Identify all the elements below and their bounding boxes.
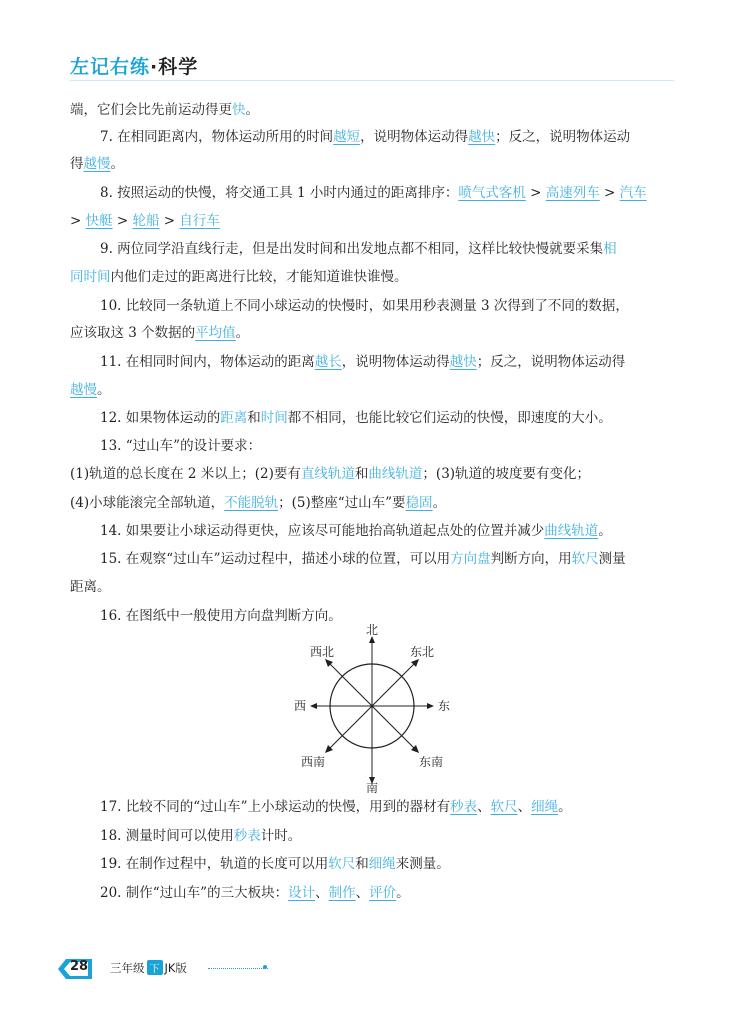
text-line (100, 884, 410, 902)
footer-end-dot (263, 965, 267, 969)
body-text: 、 (517, 799, 532, 815)
answer-text: 软尺 (571, 551, 599, 567)
text-line (100, 128, 630, 146)
body-text: 。 (97, 382, 111, 398)
body-text: 。 (245, 102, 259, 118)
text-line (100, 827, 301, 845)
answer-underlined: 评价 (369, 885, 397, 901)
body-text: 内他们走过的距离进行比较，才能知道谁快谁慢。 (110, 269, 408, 285)
west-arrow-icon (310, 703, 317, 709)
answer-underlined: 越长 (314, 354, 342, 370)
body-text: 和 (355, 856, 369, 872)
footer-volume-badge: 下 (147, 960, 163, 975)
answer-text: 相 (603, 241, 617, 257)
body-text: 10. 比较同一条轨道上不同小球运动的快慢时，如果用秒表测量 3 次得到了不同的数据， (100, 298, 629, 314)
label-southwest: 西南 (300, 755, 325, 769)
answer-underlined: 细绳 (531, 799, 559, 815)
body-text: > (599, 185, 620, 201)
body-text: 8. 按照运动的快慢，将交通工具 1 小时内通过的距离排序： (100, 185, 459, 201)
body-text: 距离。 (70, 579, 111, 595)
text-line (100, 522, 612, 540)
body-text: 。 (558, 799, 572, 815)
body-text: 和 (354, 466, 369, 482)
body-text: 。 (598, 523, 612, 539)
text-line (70, 101, 259, 119)
body-text: ；(5)整座“过山车”要 (278, 495, 406, 511)
body-text: 11. 在相同时间内，物体运动的距离 (100, 354, 315, 370)
body-text: > (70, 213, 86, 229)
answer-text: 细绳 (368, 856, 396, 872)
page-footer (58, 956, 278, 982)
body-text: 17. 比较不同的“过山车”上小球运动的快慢，用到的器材有 (100, 799, 451, 815)
text-line (100, 184, 647, 202)
answer-underlined: 曲线轨道 (544, 523, 599, 539)
answer-underlined: 越快 (449, 354, 477, 370)
answer-text: 软尺 (328, 856, 356, 872)
body-text: 19. 在制作过程中，轨道的长度可以用 (100, 856, 329, 872)
body-text: ；反之，说明物体运动 (495, 129, 631, 145)
answer-text: 时间 (260, 410, 288, 426)
answer-text: 曲线轨道 (368, 466, 423, 482)
text-line (100, 607, 342, 625)
answer-text: 秒表 (233, 828, 261, 844)
page-number: 28 (70, 959, 89, 974)
text-line (100, 550, 626, 568)
text-line (100, 353, 625, 371)
body-text: 都不相同，也能比较它们运动的快慢，即速度的大小。 (287, 410, 612, 426)
text-line (70, 155, 124, 173)
body-text: 9. 两位同学沿直线行走，但是出发时间和出发地点都不相同，这样比较快慢就要采集 (100, 241, 604, 257)
body-text: (1)轨道的总长度在 2 米以上；(2)要有 (70, 466, 301, 482)
body-text: 12. 如果物体运动的 (100, 410, 221, 426)
label-southeast: 东南 (419, 755, 444, 769)
body-text: 应该取这 3 个数据的 (70, 325, 196, 341)
answer-underlined: 不能脱轨 (224, 495, 279, 511)
body-text: ，说明物体运动得 (360, 129, 469, 145)
text-line (70, 381, 111, 399)
body-text: 。 (396, 885, 410, 901)
footer-grade-info (110, 960, 187, 976)
text-line (100, 240, 617, 258)
body-text: 16. 在图纸中一般使用方向盘判断方向。 (100, 608, 342, 624)
answer-underlined: 越慢 (83, 156, 111, 172)
answer-text: 距离 (220, 410, 248, 426)
answer-underlined: 高速列车 (545, 185, 600, 201)
body-text: 。 (235, 325, 250, 341)
text-line (70, 465, 590, 483)
body-text: ；(3)轨道的坡度要有变化； (422, 466, 591, 482)
label-west: 西 (293, 699, 306, 713)
answer-underlined: 设计 (288, 885, 316, 901)
footer-grade: 三年级 (110, 961, 145, 975)
answer-underlined: 快艇 (85, 213, 113, 229)
compass-diagram (292, 624, 452, 794)
body-text: (4)小球能滚完全部轨道， (70, 495, 225, 511)
answer-text: 快 (232, 102, 246, 118)
answer-underlined: 喷气式客机 (458, 185, 526, 201)
header-separator: · (150, 56, 159, 78)
answer-underlined: 制作 (328, 885, 356, 901)
text-line (70, 324, 249, 342)
answer-underlined: 越慢 (70, 382, 97, 398)
body-text: 测量 (598, 551, 626, 567)
body-text: 、 (477, 799, 491, 815)
text-line (70, 578, 111, 596)
answer-text: 直线轨道 (300, 466, 355, 482)
text-line (100, 437, 261, 455)
text-line (70, 494, 446, 512)
body-text: 端，它们会比先前运动得更 (70, 102, 232, 118)
body-text: ；反之，说明物体运动得 (476, 354, 626, 370)
label-south: 南 (365, 781, 379, 794)
body-text: 14. 如果要让小球运动得更快，应该尽可能地抬高轨道起点处的位置并减少 (100, 523, 545, 539)
brand-title: 左记右练 (70, 56, 151, 78)
answer-underlined: 软尺 (490, 799, 518, 815)
answer-underlined: 平均值 (195, 325, 236, 341)
text-line (100, 855, 450, 873)
body-text: 得 (70, 156, 84, 172)
body-text: 15. 在观察“过山车”运动过程中，描述小球的位置，可以用 (100, 551, 451, 567)
text-line (70, 268, 408, 286)
body-text: 。 (432, 495, 447, 511)
subject-title: 科学 (158, 56, 199, 78)
body-text: 、 (315, 885, 329, 901)
label-east: 东 (438, 699, 451, 713)
text-line (70, 212, 220, 230)
body-text: 判断方向，用 (490, 551, 572, 567)
east-arrow-icon (427, 703, 434, 709)
answer-underlined: 轮船 (132, 213, 160, 229)
body-text: 、 (355, 885, 370, 901)
book-header (70, 52, 198, 79)
text-line (100, 798, 572, 816)
answer-underlined: 自行车 (179, 213, 220, 229)
body-text: 。 (110, 156, 124, 172)
body-text: 13. “过山车”的设计要求： (100, 438, 262, 454)
text-line (100, 297, 629, 315)
body-text: 20. 制作“过山车”的三大板块： (100, 885, 289, 901)
answer-text: 同时间 (70, 269, 111, 285)
body-text: ，说明物体运动得 (341, 354, 450, 370)
answer-underlined: 秒表 (450, 799, 478, 815)
answer-underlined: 越快 (468, 129, 496, 145)
body-text: > (112, 213, 133, 229)
footer-edition: JK版 (164, 961, 187, 975)
label-northwest: 西北 (309, 645, 334, 659)
footer-dotted-rule (208, 968, 268, 969)
text-line (100, 409, 612, 427)
body-text: > (159, 213, 180, 229)
body-text: 7. 在相同距离内，物体运动所用的时间 (100, 129, 334, 145)
body-text: 18. 测量时间可以使用 (100, 828, 234, 844)
answer-underlined: 稳固 (405, 495, 433, 511)
label-northeast: 东北 (410, 645, 435, 659)
header-rule (70, 80, 674, 81)
north-arrow-icon (369, 636, 375, 643)
body-text: 和 (247, 410, 261, 426)
answer-underlined: 汽车 (619, 185, 647, 201)
body-text: 计时。 (260, 828, 302, 844)
answer-text: 方向盘 (450, 551, 491, 567)
answer-underlined: 越短 (333, 129, 361, 145)
body-text: > (525, 185, 546, 201)
label-north: 北 (365, 624, 379, 637)
body-text: 来测量。 (395, 856, 450, 872)
